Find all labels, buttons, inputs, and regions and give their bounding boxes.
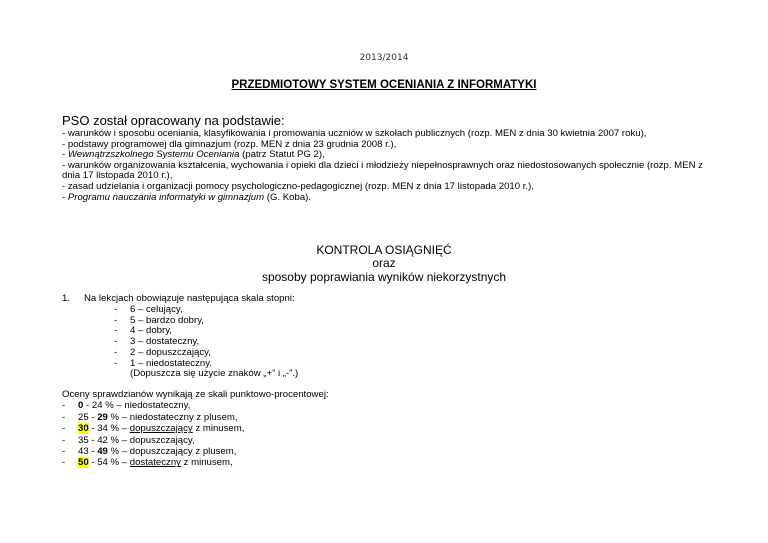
grade-item: - 5 – bardzo dobry,: [114, 314, 204, 326]
section-heading-line1: KONTROLA OSIĄGNIĘĆ: [316, 243, 452, 257]
scale-note: (Dopuszcza się użycie znaków „+” i „-”.): [130, 368, 299, 380]
section-heading-line3: sposoby poprawiania wyników niekorzystnych: [261, 269, 507, 284]
basis-item: - podstawy programowej dla gimnazjum (rozp. MEN z dnia 23 grudnia 2008 r.),: [62, 138, 397, 150]
test-scale-row: - 30 - 34 % – dopuszczający z minusem,: [62, 423, 245, 435]
basis-item: - Programu nauczania informatyki w gimnazjum (G. Koba).: [62, 191, 312, 203]
grade-item: - 1 – niedostateczny.: [114, 357, 212, 369]
test-scale-row: - 35 - 42 % – dopuszczający,: [62, 434, 195, 446]
grade-item: - 4 – dobry,: [114, 325, 172, 337]
test-scale-row: - 50 - 54 % – dostateczny z minusem,: [62, 457, 233, 469]
grade-item: - 2 – dopuszczający,: [114, 346, 211, 358]
test-scale-row: - 25 - 29 % – niedostateczny z plusem,: [62, 411, 238, 423]
basis-list: [62, 129, 722, 203]
basis-item: - warunków i sposobu oceniania, klasyfikowania i promowania uczniów w szkołach publicznych (rozp. MEN z dnia 30 kwietnia 2007 roku),: [62, 128, 647, 139]
scale-intro-text: Na lekcjach obowiązuje następująca skala stopni:: [84, 293, 295, 304]
school-year: 2013/2014: [359, 53, 409, 63]
list-number: 1.: [62, 293, 71, 304]
test-scale: [62, 389, 329, 469]
grade-item: - 6 – celujący,: [114, 304, 183, 315]
basis-item-italic: Wewnątrzszkolnego Systemu Oceniania: [67, 149, 240, 161]
basis-item-italic: Programu nauczania informatyki w gimnazjum: [67, 191, 265, 203]
section-heading: [0, 244, 768, 284]
document-title: PRZEDMIOTOWY SYSTEM OCENIANIA Z INFORMATYKI: [231, 79, 537, 91]
test-scale-row: - 0 - 24 % – niedostateczny,: [62, 400, 191, 412]
basis-item: - zasad udzielania i organizacji pomocy psychologiczno-pedagogicznej (rozp. MEN z dnia 17 listopada 2010 r.),: [62, 180, 534, 192]
grade-item: - 3 – dostateczny,: [114, 336, 200, 348]
section-heading-line2: oraz: [372, 256, 396, 271]
basis-item: - warunków organizowania kształcenia, wychowania i opieki dla dzieci i młodzieży niepełnosprawnych oraz niedostosowanych społecznie (rozp. MEN z dnia 17 listopada 2010 r.),: [62, 159, 703, 182]
grade-scale-list: [114, 305, 298, 380]
test-scale-intro: Oceny sprawdzianów wynikają ze skali punktowo-procentowej:: [62, 389, 329, 400]
basis-heading: PSO został opracowany na podstawie:: [62, 113, 285, 128]
test-scale-row: - 43 - 49 % – dopuszczający z plusem,: [62, 446, 237, 458]
basis-item: - Wewnątrzszkolnego Systemu Oceniania (patrz Statut PG 2),: [62, 149, 325, 161]
scale-intro: [62, 293, 295, 304]
